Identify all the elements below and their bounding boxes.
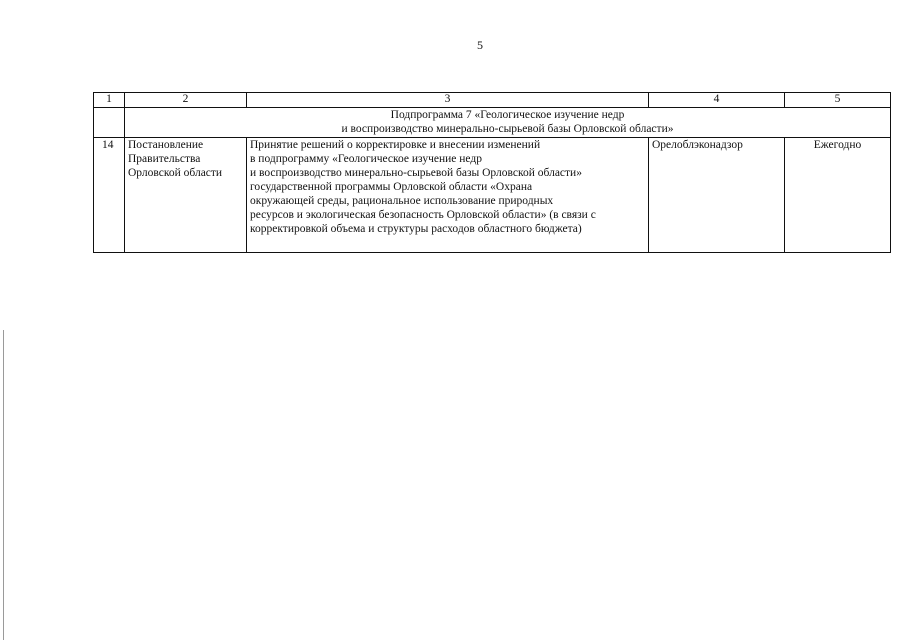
- column-header-1: 1: [94, 93, 125, 108]
- subprogram-title-line-1: Подпрограмма 7 «Геологическое изучение недр: [390, 109, 625, 121]
- description-line: окружающей среды, рациональное использование природных: [250, 195, 554, 207]
- scan-margin-line: [3, 330, 4, 640]
- column-header-3: 3: [247, 93, 649, 108]
- column-header-2: 2: [125, 93, 247, 108]
- subprogram-title-line-2: и воспроизводство минерально-сырьевой базы Орловской области»: [341, 123, 674, 135]
- column-header-4: 4: [649, 93, 785, 108]
- description-line: в подпрограмму «Геологическое изучение недр: [250, 153, 482, 165]
- page-number: 5: [477, 38, 483, 52]
- table-row: [94, 138, 891, 253]
- subprogram-row: [94, 108, 891, 138]
- document-type-line: Постановление: [128, 139, 204, 151]
- frequency-cell: Ежегодно: [785, 138, 891, 253]
- column-header-5: 5: [785, 93, 891, 108]
- description-line: и воспроизводство минерально-сырьевой базы Орловской области»: [250, 167, 582, 179]
- description-line: ресурсов и экологическая безопасность Орловской области» (в связи с: [250, 209, 596, 221]
- description-cell: [247, 138, 649, 253]
- document-type-line: Орловской области: [128, 167, 223, 179]
- responsible-cell: Орелоблэконадзор: [649, 138, 785, 253]
- plan-table: [93, 92, 891, 253]
- description-line: Принятие решений о корректировке и внесении изменений: [250, 139, 541, 151]
- description-line: корректировкой объема и структуры расходов областного бюджета): [250, 223, 582, 235]
- row-number: 14: [94, 138, 125, 253]
- description-line: государственной программы Орловской области «Охрана: [250, 181, 533, 193]
- document-type-line: Правительства: [128, 153, 201, 165]
- subprogram-empty-cell: [94, 108, 125, 138]
- subprogram-title: [125, 108, 891, 138]
- document-type-cell: [125, 138, 247, 253]
- table-header-row: [94, 93, 891, 108]
